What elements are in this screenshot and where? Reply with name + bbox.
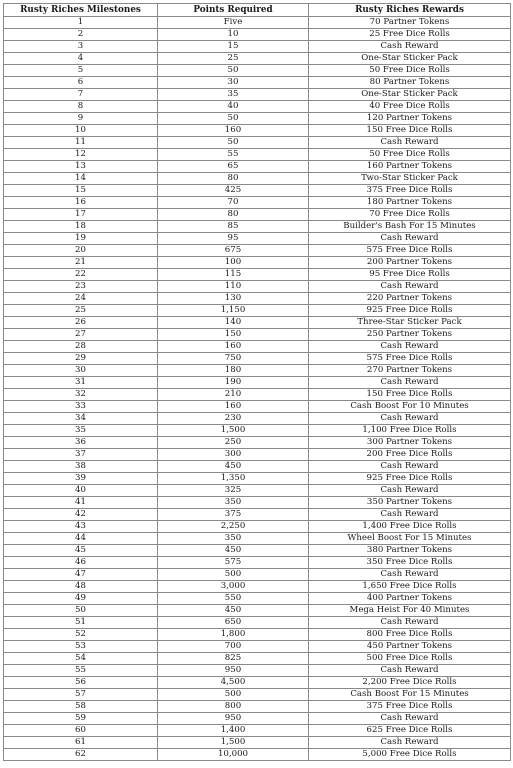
points-cell: 40: [158, 101, 309, 113]
reward-cell: One-Star Sticker Pack: [309, 53, 511, 65]
points-cell: 25: [158, 53, 309, 65]
table-row: [4, 509, 511, 521]
table-row: [4, 353, 511, 365]
reward-cell: 380 Partner Tokens: [309, 545, 511, 557]
milestone-cell: 17: [4, 209, 158, 221]
milestone-cell: 40: [4, 485, 158, 497]
table-row: [4, 545, 511, 557]
milestone-cell: 32: [4, 389, 158, 401]
reward-cell: 400 Partner Tokens: [309, 593, 511, 605]
table-row: [4, 605, 511, 617]
points-cell: 35: [158, 89, 309, 101]
milestone-cell: 2: [4, 29, 158, 41]
table-row: [4, 89, 511, 101]
points-cell: 50: [158, 65, 309, 77]
table-row: [4, 161, 511, 173]
points-cell: 1,350: [158, 473, 309, 485]
reward-cell: 70 Free Dice Rolls: [309, 209, 511, 221]
points-cell: 15: [158, 41, 309, 53]
points-cell: 500: [158, 569, 309, 581]
reward-cell: 95 Free Dice Rolls: [309, 269, 511, 281]
milestone-cell: 26: [4, 317, 158, 329]
reward-cell: 450 Partner Tokens: [309, 641, 511, 653]
points-cell: 500: [158, 689, 309, 701]
reward-cell: Cash Reward: [309, 41, 511, 53]
points-cell: Five: [158, 17, 309, 29]
reward-cell: Cash Reward: [309, 485, 511, 497]
table-row: [4, 497, 511, 509]
milestone-cell: 24: [4, 293, 158, 305]
reward-cell: 270 Partner Tokens: [309, 365, 511, 377]
points-cell: 180: [158, 365, 309, 377]
milestone-cell: 16: [4, 197, 158, 209]
reward-cell: 150 Free Dice Rolls: [309, 389, 511, 401]
reward-cell: 220 Partner Tokens: [309, 293, 511, 305]
table-row: [4, 713, 511, 725]
points-cell: 160: [158, 341, 309, 353]
points-cell: 550: [158, 593, 309, 605]
table-row: [4, 173, 511, 185]
points-cell: 55: [158, 149, 309, 161]
points-cell: 65: [158, 161, 309, 173]
milestone-cell: 39: [4, 473, 158, 485]
table-row: [4, 197, 511, 209]
reward-cell: Cash Reward: [309, 461, 511, 473]
reward-cell: 150 Free Dice Rolls: [309, 125, 511, 137]
points-cell: 4,500: [158, 677, 309, 689]
points-cell: 150: [158, 329, 309, 341]
points-cell: 325: [158, 485, 309, 497]
table-row: [4, 449, 511, 461]
points-cell: 110: [158, 281, 309, 293]
reward-cell: Cash Reward: [309, 137, 511, 149]
milestone-cell: 31: [4, 377, 158, 389]
table-row: [4, 533, 511, 545]
points-cell: 80: [158, 209, 309, 221]
milestone-cell: 50: [4, 605, 158, 617]
milestone-cell: 59: [4, 713, 158, 725]
table-row: [4, 617, 511, 629]
reward-cell: 160 Partner Tokens: [309, 161, 511, 173]
reward-cell: Cash Reward: [309, 665, 511, 677]
points-cell: 250: [158, 437, 309, 449]
points-cell: 50: [158, 137, 309, 149]
table-body: [4, 17, 511, 761]
reward-cell: 1,650 Free Dice Rolls: [309, 581, 511, 593]
points-cell: 575: [158, 557, 309, 569]
milestone-cell: 11: [4, 137, 158, 149]
table-row: [4, 593, 511, 605]
table-row: [4, 401, 511, 413]
milestone-cell: 22: [4, 269, 158, 281]
milestone-cell: 4: [4, 53, 158, 65]
table-row: [4, 305, 511, 317]
points-cell: 160: [158, 401, 309, 413]
milestone-cell: 38: [4, 461, 158, 473]
reward-cell: Cash Reward: [309, 413, 511, 425]
reward-cell: 200 Partner Tokens: [309, 257, 511, 269]
milestone-cell: 49: [4, 593, 158, 605]
table-row: [4, 521, 511, 533]
reward-cell: Cash Reward: [309, 233, 511, 245]
reward-cell: 1,100 Free Dice Rolls: [309, 425, 511, 437]
milestone-cell: 18: [4, 221, 158, 233]
reward-cell: 350 Partner Tokens: [309, 497, 511, 509]
milestone-cell: 20: [4, 245, 158, 257]
points-cell: 30: [158, 77, 309, 89]
points-cell: 1,800: [158, 629, 309, 641]
milestone-cell: 19: [4, 233, 158, 245]
table-row: [4, 665, 511, 677]
points-cell: 10: [158, 29, 309, 41]
table-row: [4, 293, 511, 305]
table-row: [4, 281, 511, 293]
points-cell: 800: [158, 701, 309, 713]
table-row: [4, 689, 511, 701]
table-row: [4, 425, 511, 437]
reward-cell: Cash Boost For 15 Minutes: [309, 689, 511, 701]
points-cell: 190: [158, 377, 309, 389]
milestone-cell: 28: [4, 341, 158, 353]
reward-cell: 500 Free Dice Rolls: [309, 653, 511, 665]
table-row: [4, 269, 511, 281]
table-row: [4, 437, 511, 449]
milestone-cell: 45: [4, 545, 158, 557]
points-cell: 130: [158, 293, 309, 305]
milestone-cell: 34: [4, 413, 158, 425]
table-row: [4, 221, 511, 233]
points-cell: 70: [158, 197, 309, 209]
reward-cell: 625 Free Dice Rolls: [309, 725, 511, 737]
milestone-cell: 29: [4, 353, 158, 365]
points-cell: 115: [158, 269, 309, 281]
milestone-cell: 60: [4, 725, 158, 737]
table-row: [4, 581, 511, 593]
reward-cell: Cash Reward: [309, 713, 511, 725]
milestone-cell: 54: [4, 653, 158, 665]
reward-cell: Cash Reward: [309, 737, 511, 749]
points-cell: 750: [158, 353, 309, 365]
points-cell: 160: [158, 125, 309, 137]
reward-cell: 300 Partner Tokens: [309, 437, 511, 449]
table-row: [4, 65, 511, 77]
reward-cell: 925 Free Dice Rolls: [309, 305, 511, 317]
reward-cell: Cash Reward: [309, 569, 511, 581]
points-cell: 450: [158, 545, 309, 557]
milestone-cell: 27: [4, 329, 158, 341]
table-row: [4, 149, 511, 161]
milestone-cell: 61: [4, 737, 158, 749]
table-row: [4, 41, 511, 53]
points-cell: 100: [158, 257, 309, 269]
milestone-cell: 25: [4, 305, 158, 317]
points-cell: 50: [158, 113, 309, 125]
reward-cell: 5,000 Free Dice Rolls: [309, 749, 511, 761]
points-cell: 80: [158, 173, 309, 185]
reward-cell: 350 Free Dice Rolls: [309, 557, 511, 569]
table-row: [4, 569, 511, 581]
milestone-cell: 41: [4, 497, 158, 509]
header-points-required: Points Required: [158, 4, 309, 17]
milestone-cell: 3: [4, 41, 158, 53]
milestone-cell: 14: [4, 173, 158, 185]
reward-cell: 575 Free Dice Rolls: [309, 353, 511, 365]
table-row: [4, 101, 511, 113]
milestone-cell: 46: [4, 557, 158, 569]
table-row: [4, 365, 511, 377]
milestone-cell: 52: [4, 629, 158, 641]
milestone-cell: 7: [4, 89, 158, 101]
points-cell: 675: [158, 245, 309, 257]
points-cell: 2,250: [158, 521, 309, 533]
milestone-cell: 42: [4, 509, 158, 521]
reward-cell: One-Star Sticker Pack: [309, 89, 511, 101]
points-cell: 3,000: [158, 581, 309, 593]
milestone-cell: 48: [4, 581, 158, 593]
table-row: [4, 233, 511, 245]
milestone-cell: 1: [4, 17, 158, 29]
header-rewards: Rusty Riches Rewards: [309, 4, 511, 17]
points-cell: 425: [158, 185, 309, 197]
milestone-cell: 36: [4, 437, 158, 449]
table-row: [4, 749, 511, 761]
milestone-cell: 8: [4, 101, 158, 113]
reward-cell: 70 Partner Tokens: [309, 17, 511, 29]
milestone-cell: 47: [4, 569, 158, 581]
points-cell: 140: [158, 317, 309, 329]
table-row: [4, 629, 511, 641]
milestone-cell: 13: [4, 161, 158, 173]
milestone-cell: 51: [4, 617, 158, 629]
table-row: [4, 329, 511, 341]
points-cell: 450: [158, 605, 309, 617]
points-cell: 350: [158, 533, 309, 545]
table-row: [4, 557, 511, 569]
points-cell: 375: [158, 509, 309, 521]
table-row: [4, 725, 511, 737]
table-row: [4, 485, 511, 497]
points-cell: 230: [158, 413, 309, 425]
milestone-cell: 55: [4, 665, 158, 677]
points-cell: 85: [158, 221, 309, 233]
points-cell: 1,400: [158, 725, 309, 737]
reward-cell: 120 Partner Tokens: [309, 113, 511, 125]
table-row: [4, 257, 511, 269]
reward-cell: 25 Free Dice Rolls: [309, 29, 511, 41]
table-row: [4, 473, 511, 485]
table-row: [4, 677, 511, 689]
reward-cell: 40 Free Dice Rolls: [309, 101, 511, 113]
points-cell: 825: [158, 653, 309, 665]
reward-cell: 200 Free Dice Rolls: [309, 449, 511, 461]
reward-cell: Wheel Boost For 15 Minutes: [309, 533, 511, 545]
table-row: [4, 53, 511, 65]
table-row: [4, 209, 511, 221]
reward-cell: Builder's Bash For 15 Minutes: [309, 221, 511, 233]
reward-cell: 375 Free Dice Rolls: [309, 701, 511, 713]
reward-cell: Cash Boost For 10 Minutes: [309, 401, 511, 413]
reward-cell: Cash Reward: [309, 377, 511, 389]
points-cell: 1,150: [158, 305, 309, 317]
points-cell: 1,500: [158, 737, 309, 749]
milestone-cell: 57: [4, 689, 158, 701]
milestone-cell: 12: [4, 149, 158, 161]
milestones-table: [3, 3, 511, 761]
milestone-cell: 23: [4, 281, 158, 293]
table-row: [4, 461, 511, 473]
points-cell: 300: [158, 449, 309, 461]
reward-cell: Cash Reward: [309, 281, 511, 293]
table-row: [4, 737, 511, 749]
reward-cell: Three-Star Sticker Pack: [309, 317, 511, 329]
points-cell: 350: [158, 497, 309, 509]
reward-cell: Cash Reward: [309, 617, 511, 629]
table-row: [4, 377, 511, 389]
milestone-cell: 43: [4, 521, 158, 533]
milestone-cell: 30: [4, 365, 158, 377]
table-row: [4, 245, 511, 257]
milestone-cell: 35: [4, 425, 158, 437]
reward-cell: 925 Free Dice Rolls: [309, 473, 511, 485]
milestone-cell: 37: [4, 449, 158, 461]
milestone-cell: 44: [4, 533, 158, 545]
table-row: [4, 185, 511, 197]
points-cell: 95: [158, 233, 309, 245]
milestone-cell: 9: [4, 113, 158, 125]
reward-cell: Mega Heist For 40 Minutes: [309, 605, 511, 617]
reward-cell: 2,200 Free Dice Rolls: [309, 677, 511, 689]
table-row: [4, 17, 511, 29]
points-cell: 450: [158, 461, 309, 473]
table-row: [4, 29, 511, 41]
milestone-cell: 58: [4, 701, 158, 713]
points-cell: 950: [158, 713, 309, 725]
table-row: [4, 413, 511, 425]
points-cell: 210: [158, 389, 309, 401]
milestone-cell: 21: [4, 257, 158, 269]
table-row: [4, 389, 511, 401]
milestone-cell: 56: [4, 677, 158, 689]
table-row: [4, 317, 511, 329]
reward-cell: 800 Free Dice Rolls: [309, 629, 511, 641]
milestone-cell: 5: [4, 65, 158, 77]
reward-cell: 50 Free Dice Rolls: [309, 149, 511, 161]
table-header: [4, 4, 511, 17]
points-cell: 650: [158, 617, 309, 629]
milestone-cell: 53: [4, 641, 158, 653]
table-row: [4, 125, 511, 137]
reward-cell: 50 Free Dice Rolls: [309, 65, 511, 77]
table-row: [4, 641, 511, 653]
reward-cell: 180 Partner Tokens: [309, 197, 511, 209]
points-cell: 1,500: [158, 425, 309, 437]
header-row: [4, 4, 511, 17]
reward-cell: Two-Star Sticker Pack: [309, 173, 511, 185]
milestone-cell: 10: [4, 125, 158, 137]
table-row: [4, 653, 511, 665]
points-cell: 10,000: [158, 749, 309, 761]
table-row: [4, 341, 511, 353]
points-cell: 950: [158, 665, 309, 677]
reward-cell: 575 Free Dice Rolls: [309, 245, 511, 257]
milestone-cell: 6: [4, 77, 158, 89]
header-milestones: Rusty Riches Milestones: [4, 4, 158, 17]
reward-cell: Cash Reward: [309, 341, 511, 353]
milestone-cell: 62: [4, 749, 158, 761]
table-row: [4, 701, 511, 713]
table-row: [4, 77, 511, 89]
milestone-cell: 15: [4, 185, 158, 197]
reward-cell: 80 Partner Tokens: [309, 77, 511, 89]
points-cell: 700: [158, 641, 309, 653]
reward-cell: 375 Free Dice Rolls: [309, 185, 511, 197]
table-row: [4, 137, 511, 149]
reward-cell: Cash Reward: [309, 509, 511, 521]
reward-cell: 250 Partner Tokens: [309, 329, 511, 341]
reward-cell: 1,400 Free Dice Rolls: [309, 521, 511, 533]
milestone-cell: 33: [4, 401, 158, 413]
table-row: [4, 113, 511, 125]
